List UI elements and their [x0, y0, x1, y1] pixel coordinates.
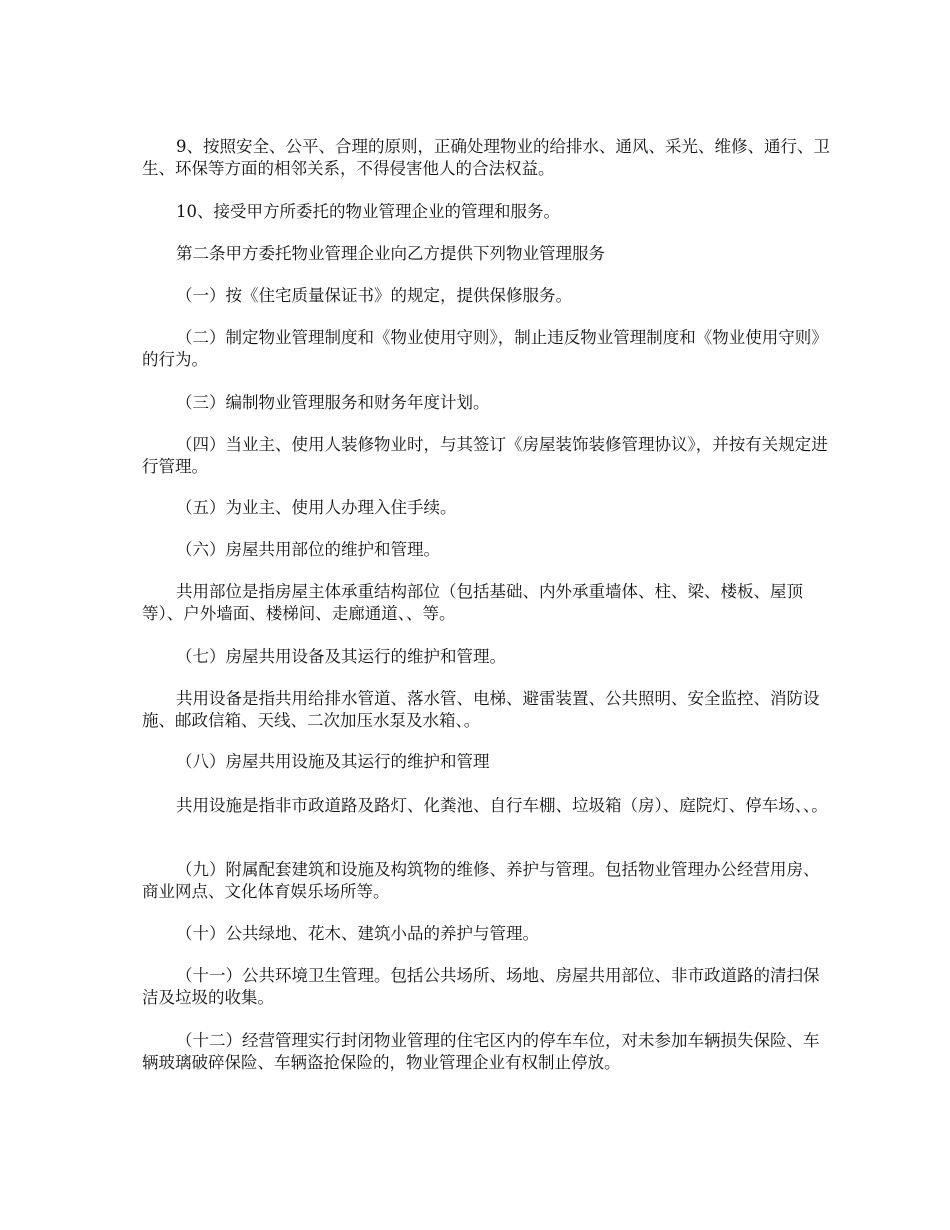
paragraph-service-9: （九）附属配套建筑和设施及构筑物的维修、养护与管理。包括物业管理办公经营用房、商业网点、文化体育娱乐场所等。 [142, 860, 820, 901]
paragraph-service-1: （一）按《住宅质量保证书》的规定，提供保修服务。 [176, 286, 572, 305]
paragraph-shared-equipment: 共用设备是指共用给排水管道、落水管、电梯、避雷装置、公共照明、安全监控、消防设施、邮政信箱、天线、二次加压水泵及水箱、。 [142, 689, 820, 730]
paragraph-article-2: 第二条甲方委托物业管理企业向乙方提供下列物业管理服务 [176, 244, 605, 263]
paragraph-item-9: 9、按照安全、公平、合理的原则，正确处理物业的给排水、通风、采光、维修、通行、卫生、环保等方面的相邻关系，不得侵害他人的合法权益。 [142, 137, 830, 178]
paragraph-service-11: （十一）公共环境卫生管理。包括公共场所、场地、房屋共用部位、非市政道路的清扫保洁及垃圾的收集。 [142, 966, 820, 1007]
paragraph-service-2: （二）制定物业管理制度和《物业使用守则》，制止违反物业管理制度和《物业使用守则》的行为。 [142, 328, 828, 369]
paragraph-shared-facilities: 共用设施是指非市政道路及路灯、化粪池、自行车棚、垃圾箱（房）、庭院灯、停车场、、。 [176, 796, 828, 815]
paragraph-service-10: （十）公共绿地、花木、建筑小品的养护与管理。 [176, 924, 539, 943]
paragraph-service-12: （十二）经营管理实行封闭物业管理的住宅区内的停车车位，对未参加车辆损失保险、车辆玻璃破碎保险、车辆盗抢保险的，物业管理企业有权制止停放。 [142, 1031, 820, 1072]
paragraph-service-6: （六）房屋共用部位的维护和管理。 [176, 540, 440, 559]
paragraph-service-3: （三）编制物业管理服务和财务年度计划。 [176, 393, 490, 412]
paragraph-shared-parts: 共用部位是指房屋主体承重结构部位（包括基础、内外承重墙体、柱、梁、楼板、屋顶等）、户外墙面、楼梯间、走廊通道、、等。 [142, 582, 803, 623]
paragraph-item-10: 10、接受甲方所委托的物业管理企业的管理和服务。 [176, 202, 560, 221]
paragraph-service-8: （八）房屋共用设施及其运行的维护和管理 [176, 752, 490, 771]
paragraph-service-4: （四）当业主、使用人装修物业时，与其签订《房屋装饰装修管理协议》，并按有关规定进行管理。 [142, 435, 828, 476]
paragraph-service-5: （五）为业主、使用人办理入住手续。 [176, 498, 457, 517]
paragraph-service-7: （七）房屋共用设备及其运行的维护和管理。 [176, 647, 506, 666]
